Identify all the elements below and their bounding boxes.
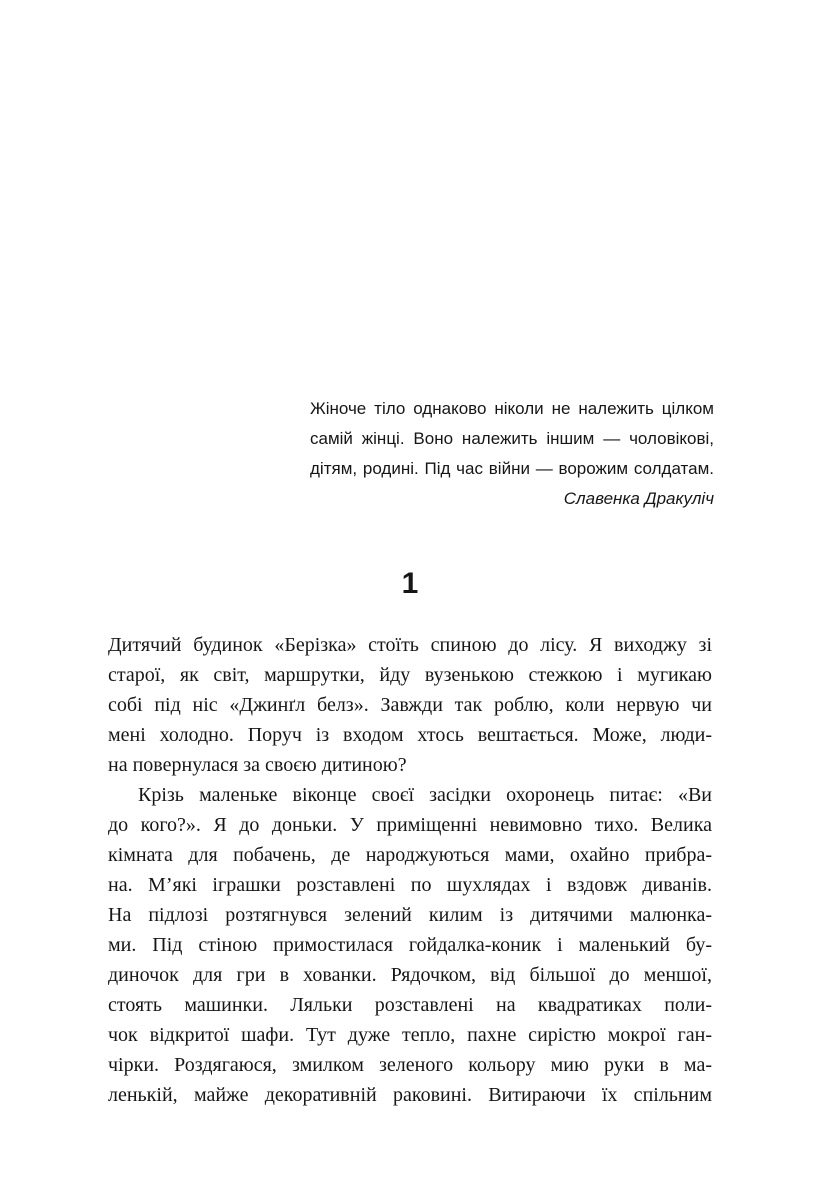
text-line: на. М’які іграшки розставлені по шухлядах і вздовж диванів. — [108, 874, 712, 896]
paragraph — [108, 780, 712, 1110]
chapter-number: 1 — [401, 567, 419, 600]
text-line: На підлозі розтягнувся зелений килим із дитячими малюнка- — [108, 904, 712, 926]
epigraph-quote — [310, 394, 714, 484]
text-line: диночок для гри в хованки. Рядочком, від більшої до меншої, — [108, 964, 712, 986]
text-line: мені холодно. Поруч із входом хтось вештається. Може, люди- — [108, 724, 712, 746]
text-line: чірки. Роздягаюся, змилком зеленого кольору мию руки в ма- — [108, 1054, 712, 1076]
text-line: ми. Під стіною примостилася гойдалка-коник і маленький бу- — [108, 934, 712, 956]
text-line: до кого?». Я до доньки. У приміщенні невимовно тихо. Велика — [108, 814, 712, 836]
text-line: чок відкритої шафи. Тут дуже тепло, пахне сирістю мокрої ган- — [108, 1024, 712, 1046]
text-line: собі під ніс «Джинґл белз». Завжди так роблю, коли нервую чи — [108, 694, 712, 716]
epigraph-line: дітям, родині. Під час війни — ворожим солдатам. — [310, 459, 714, 478]
epigraph-attribution: Славенка Дракуліч — [563, 489, 714, 508]
text-line: Крізь маленьке віконце своєї засідки охоронець питає: «Ви — [138, 784, 712, 806]
text-line: стоять машинки. Ляльки розставлені на квадратиках поли- — [108, 994, 712, 1016]
body-text — [108, 630, 712, 1110]
text-line: старої, як світ, маршрутки, йду вузенькою стежкою і мугикаю — [108, 664, 712, 686]
text-line: ленькій, майже декоративній раковині. Витираючи їх спільним — [108, 1084, 712, 1106]
text-line: кімната для побачень, де народжуються мами, охайно прибра- — [108, 844, 712, 866]
epigraph — [310, 394, 714, 514]
epigraph-line: самій жінці. Воно належить іншим — чоловікові, — [310, 429, 714, 448]
text-line: на повернулася за своєю дитиною? — [108, 754, 407, 776]
text-line: Дитячий будинок «Берізка» стоїть спиною до лісу. Я виходжу зі — [108, 634, 712, 656]
paragraph — [108, 630, 712, 780]
epigraph-line: Жіноче тіло однаково ніколи не належить цілком — [310, 399, 714, 418]
